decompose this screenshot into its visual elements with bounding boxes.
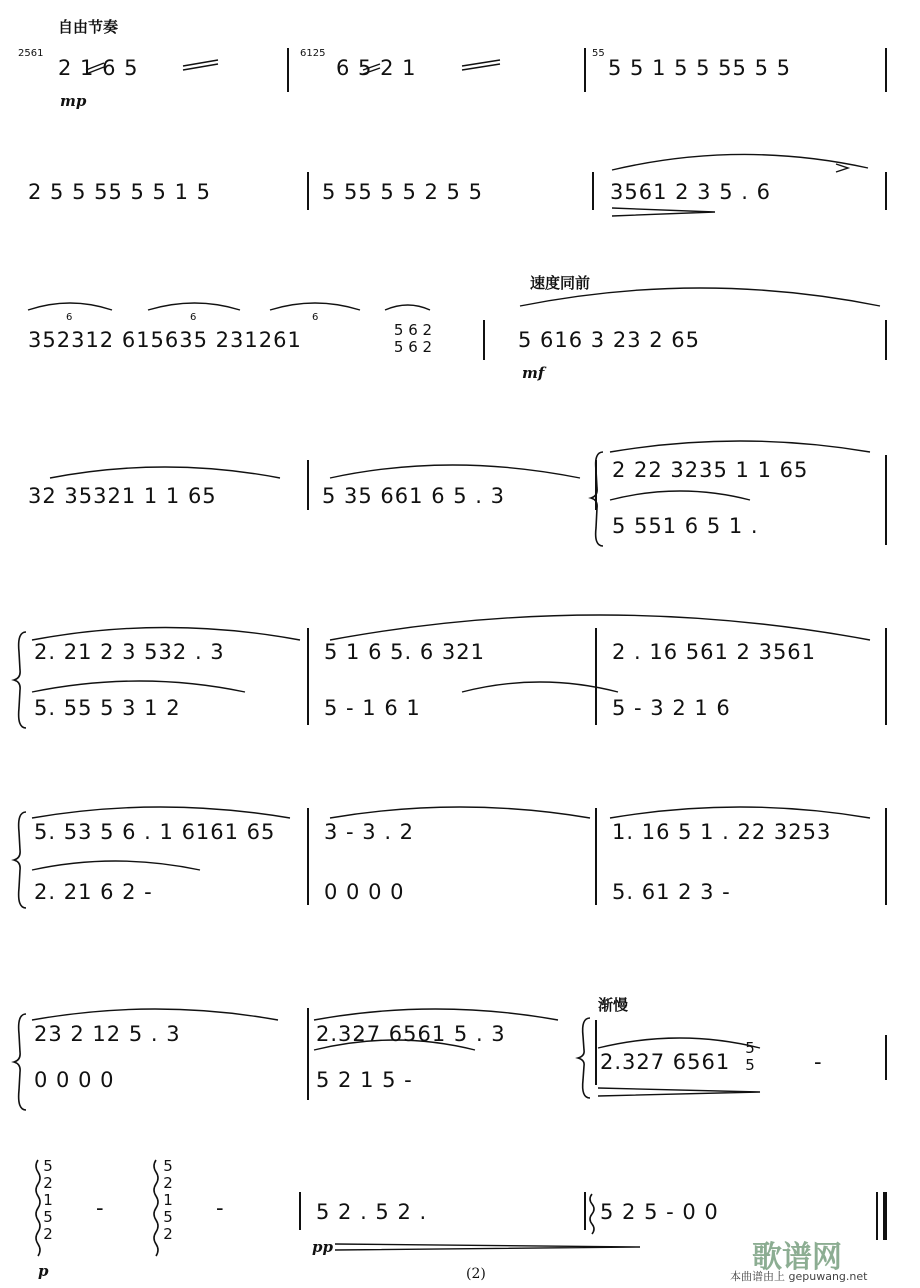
hairpin [598,1088,760,1096]
slur [385,305,430,310]
slur [330,465,580,478]
lower-voice: 5. 55 5 3 1 2 [34,696,181,720]
slur [610,807,870,818]
grace-notes: 55 [592,48,605,59]
slur [32,861,200,870]
measure-notes: 5 5 1 5 5 55 5 5 [608,56,791,80]
upper-voice: 2.327 6561 [600,1050,731,1074]
tempo-rit: 渐慢 [598,996,629,1014]
chord: 5 5 [745,1039,755,1074]
upper-voice: 5. 53 5 6 . 1 6161 65 [34,820,276,844]
watermark-logo: 歌谱网 [752,1240,842,1275]
tempo-same: 速度同前 [530,274,591,292]
measure-notes: 352312 615635 231261 [28,328,302,352]
slur [610,491,750,500]
slur [32,628,300,641]
measure-notes: 5 2 . 5 2 . [316,1200,428,1224]
upper-voice: 2. 21 2 3 532 . 3 [34,640,225,664]
tuplet-mark: 6 [66,312,73,323]
chord: 5 6 2 5 6 2 [393,321,433,356]
slur [330,807,590,818]
slur [32,681,245,692]
dynamic-mf: mf [522,364,545,382]
dynamic-mp: mp [60,92,87,110]
dynamic-p: p [38,1262,49,1280]
hairpin [335,1244,640,1250]
slur [148,303,240,310]
upper-voice: 23 2 12 5 . 3 [34,1022,181,1046]
measure-notes: 5 55 5 5 2 5 5 [322,180,483,204]
measure-notes: 5 2 5 - 0 0 [600,1200,719,1224]
page-number: (2) [466,1266,486,1282]
measure-notes: 32 35321 1 1 65 [28,484,217,508]
grace-notes: 6125 [300,48,326,59]
lower-voice: 5 2 1 5 - [316,1068,413,1092]
accent [836,164,848,172]
measure-notes: 5 616 3 23 2 65 [518,328,700,352]
brace [578,1018,590,1098]
arpeggio [154,1160,158,1256]
rest-dash: - [814,1050,823,1074]
slur [270,303,360,310]
slur [32,1009,278,1020]
slur [330,615,870,640]
rest-dash: - [96,1196,105,1220]
hairpin [612,208,715,216]
slur [612,154,868,170]
measure-notes: 6 5 2 1 [336,56,417,80]
lower-voice: 5. 61 2 3 - [612,880,731,904]
lower-voice: 5 - 1 6 1 [324,696,421,720]
slur [28,303,112,310]
arpeggio [590,1194,594,1234]
slur [598,1038,760,1048]
rest-dash: - [216,1196,225,1220]
upper-voice: 5 1 6 5. 6 321 [324,640,485,664]
slur [50,467,280,478]
lower-voice: 5 - 3 2 1 6 [612,696,731,720]
lower-voice: 0 0 0 0 [34,1068,115,1092]
upper-voice: 3 - 3 . 2 [324,820,415,844]
tempo-free: 自由节奏 [58,18,119,36]
grace-notes: 2561 [18,48,44,59]
measure-notes: 5 35 661 6 5 . 3 [322,484,505,508]
slur [314,1009,558,1020]
upper-voice: 1. 16 5 1 . 22 3253 [612,820,832,844]
upper-voice: 2.327 6561 5 . 3 [316,1022,506,1046]
chord: 5 2 1 5 2 [163,1157,173,1243]
chord: 5 2 1 5 2 [43,1157,53,1243]
slur [462,682,618,692]
measure-notes: 3561 2 3 5 . 6 [610,180,771,204]
lower-voice: 2. 21 6 2 - [34,880,153,904]
brace [14,632,26,728]
slur [32,807,290,818]
lower-voice: 5 551 6 5 1 . [612,514,759,538]
measure-notes: 2 1 6 5 [58,56,139,80]
measure-notes: 2 5 5 55 5 5 1 5 [28,180,211,204]
dynamic-pp: pp [312,1238,333,1256]
lower-voice: 0 0 0 0 [324,880,405,904]
upper-voice: 2 . 16 561 2 3561 [612,640,817,664]
brace [14,1014,26,1110]
tuplet-mark: 6 [312,312,319,323]
upper-voice: 2 22 3235 1 1 65 [612,458,809,482]
watermark-text: 本曲谱由上 gepuwang.net [730,1270,868,1283]
brace [14,812,26,908]
slur [610,441,870,452]
tuplet-mark: 6 [190,312,197,323]
